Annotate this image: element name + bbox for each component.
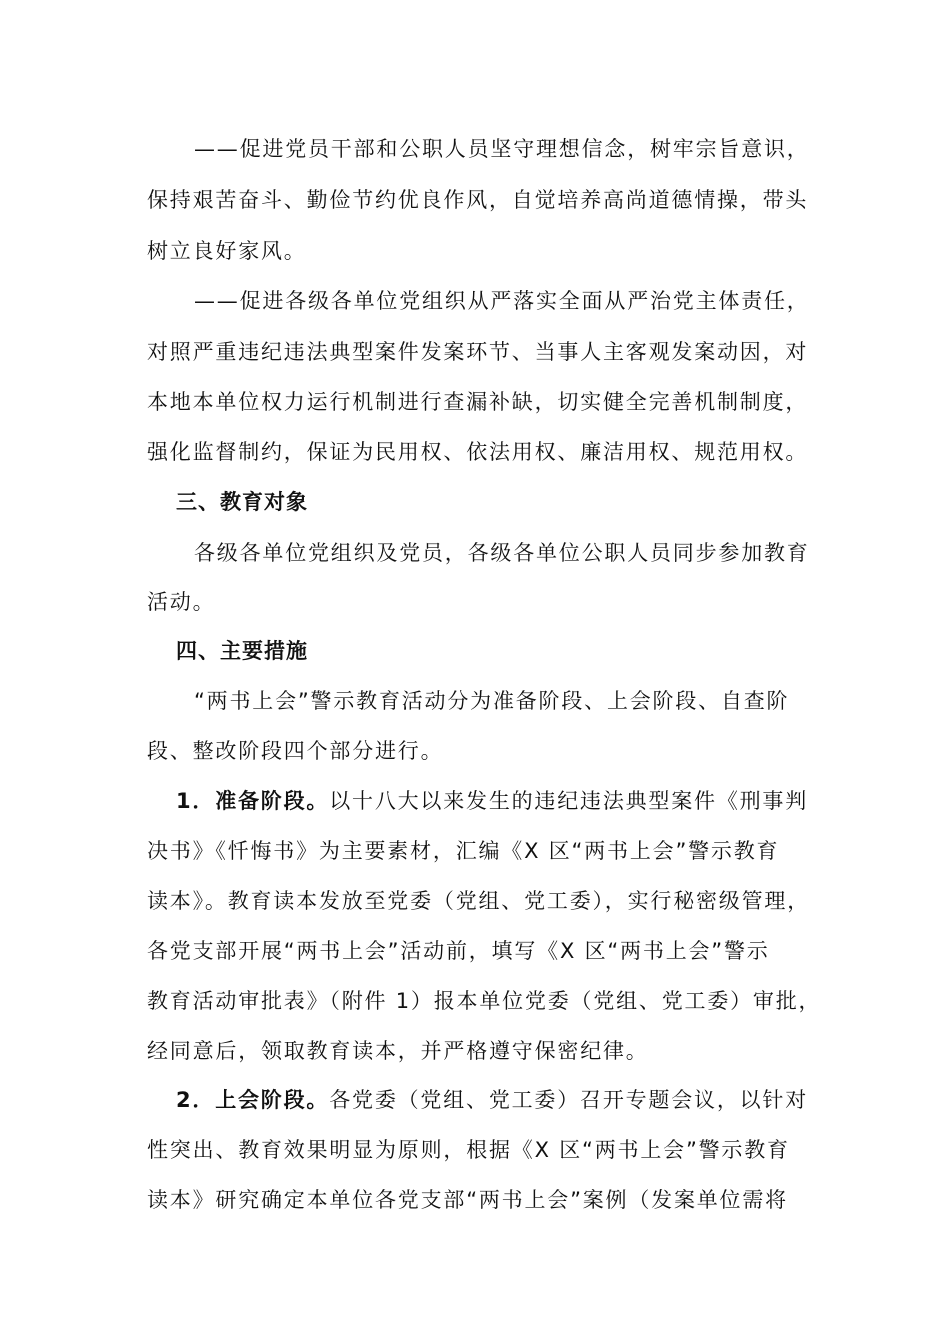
step2-text: 各党委（党组、党工委）召开专题会议，以针对 bbox=[329, 1088, 809, 1112]
paragraph-step1-line-3: 读本》。教育读本发放至党委（党组、党工委），实行秘密级管理， bbox=[147, 889, 810, 913]
step1-text: 以十八大以来发生的违纪违法典型案件《刑事判 bbox=[329, 789, 809, 813]
paragraph-goal-1-line-3: 树立良好家风。 bbox=[147, 239, 307, 263]
paragraph-goal-2-line-1: ——促进各级各单位党组织从严落实全面从严治党主体责任， bbox=[194, 289, 810, 313]
paragraph-step2-line-2: 性突出、教育效果明显为原则，根据《X 区“两书上会”警示教育 bbox=[147, 1138, 790, 1162]
step1-label: 1．准备阶段。 bbox=[176, 789, 330, 813]
paragraph-step1-line-2: 决书》《忏悔书》为主要素材，汇编《X 区“两书上会”警示教育 bbox=[147, 839, 780, 863]
paragraph-step2-line-1 bbox=[176, 1087, 836, 1113]
paragraph-step1-line-5: 教育活动审批表》（附件 1）报本单位党委（党组、党工委）审批， bbox=[147, 989, 822, 1013]
paragraph-step1-line-4: 各党支部开展“两书上会”活动前，填写《X 区“两书上会”警示 bbox=[147, 939, 770, 963]
paragraph-targets-line-2: 活动。 bbox=[147, 590, 216, 614]
step2-label: 2．上会阶段。 bbox=[176, 1088, 330, 1112]
paragraph-measures-line-1: “两书上会”警示教育活动分为准备阶段、上会阶段、自查阶 bbox=[194, 689, 790, 713]
paragraph-goal-2-line-2: 对照严重违纪违法典型案件发案环节、当事人主客观发案动因，对 bbox=[147, 340, 809, 364]
paragraph-step1-line-1 bbox=[176, 788, 836, 814]
paragraph-step1-line-6: 经同意后，领取教育读本，并严格遵守保密纪律。 bbox=[147, 1039, 649, 1063]
section-heading-main-measures: 四、主要措施 bbox=[176, 639, 308, 663]
paragraph-goal-2-line-4: 强化监督制约，保证为民用权、依法用权、廉洁用权、规范用权。 bbox=[147, 440, 809, 464]
section-heading-education-targets: 三、教育对象 bbox=[176, 490, 308, 514]
paragraph-goal-1-line-2: 保持艰苦奋斗、勤俭节约优良作风，自觉培养高尚道德情操，带头 bbox=[147, 188, 809, 212]
paragraph-measures-line-2: 段、整改阶段四个部分进行。 bbox=[147, 739, 444, 763]
paragraph-targets-line-1: 各级各单位党组织及党员，各级各单位公职人员同步参加教育 bbox=[194, 541, 810, 565]
paragraph-goal-1-line-1: ——促进党员干部和公职人员坚守理想信念，树牢宗旨意识， bbox=[194, 137, 810, 161]
paragraph-step2-line-3: 读本》研究确定本单位各党支部“两书上会”案例（发案单位需将 bbox=[147, 1188, 788, 1212]
paragraph-goal-2-line-3: 本地本单位权力运行机制进行查漏补缺，切实健全完善机制制度， bbox=[147, 390, 809, 414]
